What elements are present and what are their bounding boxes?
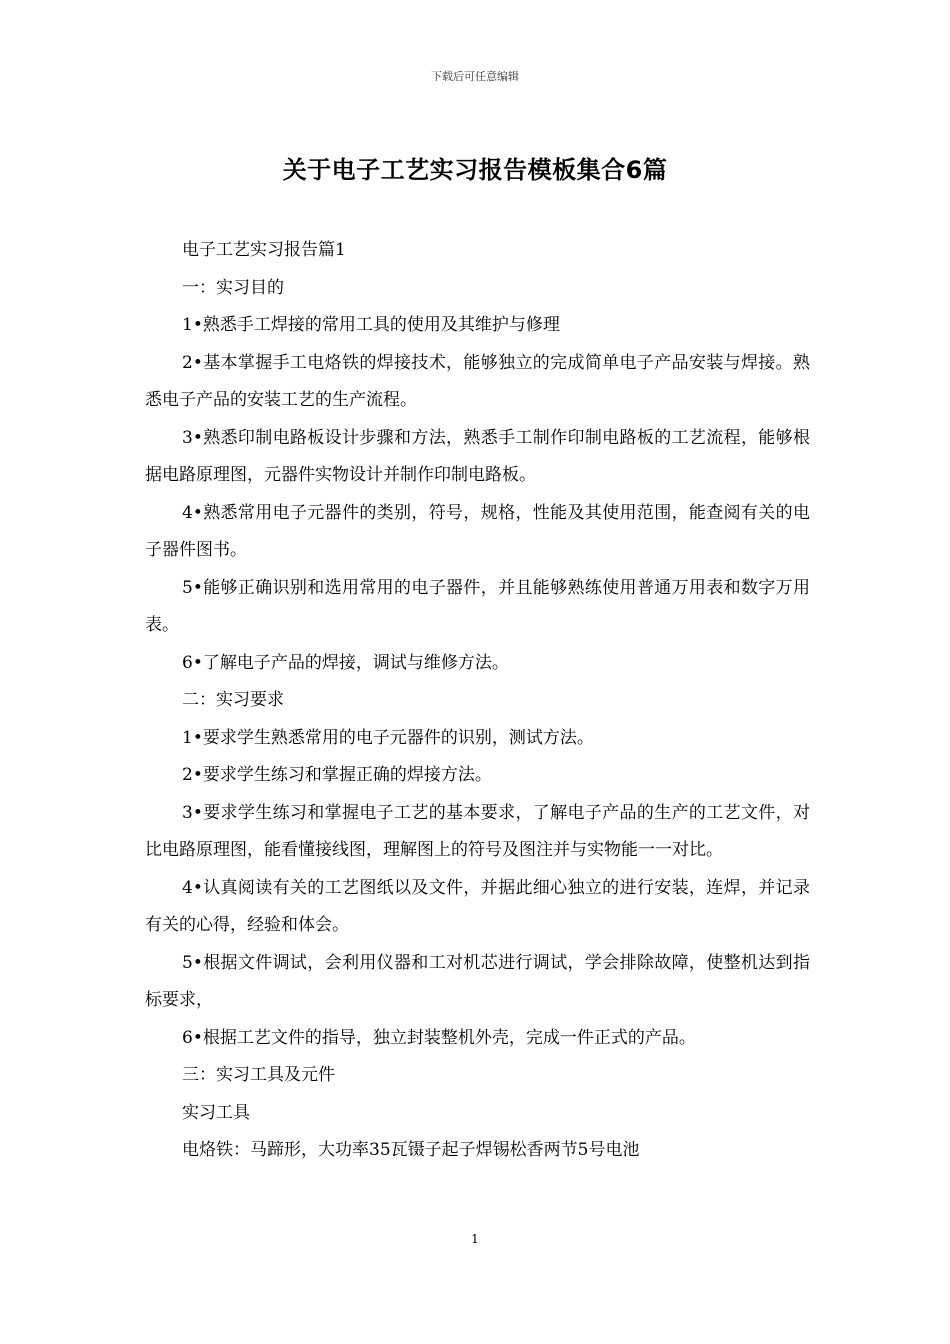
- paragraph: 电烙铁：马蹄形，大功率35瓦镊子起子焊锡松香两节5号电池: [182, 1140, 640, 1160]
- paragraph: 2•要求学生练习和掌握正确的焊接方法。: [182, 765, 492, 785]
- page-number: 1: [471, 1232, 479, 1246]
- paragraph: 5•根据文件调试，会利用仪器和工对机芯进行调试，学会排除故障，使整机达到指标要求，: [145, 952, 810, 1010]
- paragraph: 4•认真阅读有关的工艺图纸以及文件，并据此细心独立的进行安装，连焊，并记录有关的心得，经验和体会。: [145, 877, 810, 935]
- paragraph: 3•熟悉印制电路板设计步骤和方法，熟悉手工制作印制电路板的工艺流程，能够根据电路原理图，元器件实物设计并制作印制电路板。: [145, 427, 810, 485]
- document-title: 关于电子工艺实习报告模板集合6篇: [282, 156, 668, 184]
- paragraph-heading-purpose: 一：实习目的: [182, 277, 284, 298]
- paragraph-heading-requirements: 二：实习要求: [182, 690, 284, 710]
- paragraph: 5•能够正确识别和选用常用的电子器件，并且能够熟练使用普通万用表和数字万用表。: [145, 577, 810, 635]
- paragraph: 1•熟悉手工焊接的常用工具的使用及其维护与修理: [182, 315, 560, 335]
- paragraph-heading-tools: 三：实习工具及元件: [182, 1065, 335, 1085]
- paragraph-section-heading: 电子工艺实习报告篇1: [182, 240, 346, 260]
- paragraph: 1•要求学生熟悉常用的电子元器件的识别，测试方法。: [182, 727, 594, 748]
- paragraph: 实习工具: [182, 1102, 250, 1123]
- paragraph: 2•基本掌握手工电烙铁的焊接技术，能够独立的完成简单电子产品安装与焊接。熟悉电子产品的安装工艺的生产流程。: [145, 352, 810, 410]
- paragraph: 4•熟悉常用电子元器件的类别，符号，规格，性能及其使用范围，能查阅有关的电子器件图书。: [145, 502, 810, 560]
- document-body: [145, 232, 810, 1170]
- paragraph: 3•要求学生练习和掌握电子工艺的基本要求，了解电子产品的生产的工艺文件，对比电路原理图，能看懂接线图，理解图上的符号及图注并与实物能一一对比。: [145, 802, 810, 860]
- paragraph: 6•了解电子产品的焊接，调试与维修方法。: [182, 652, 509, 673]
- page-header: 下载后可任意编辑: [431, 70, 519, 83]
- paragraph: 6•根据工艺文件的指导，独立封装整机外壳，完成一件正式的产品。: [182, 1027, 696, 1048]
